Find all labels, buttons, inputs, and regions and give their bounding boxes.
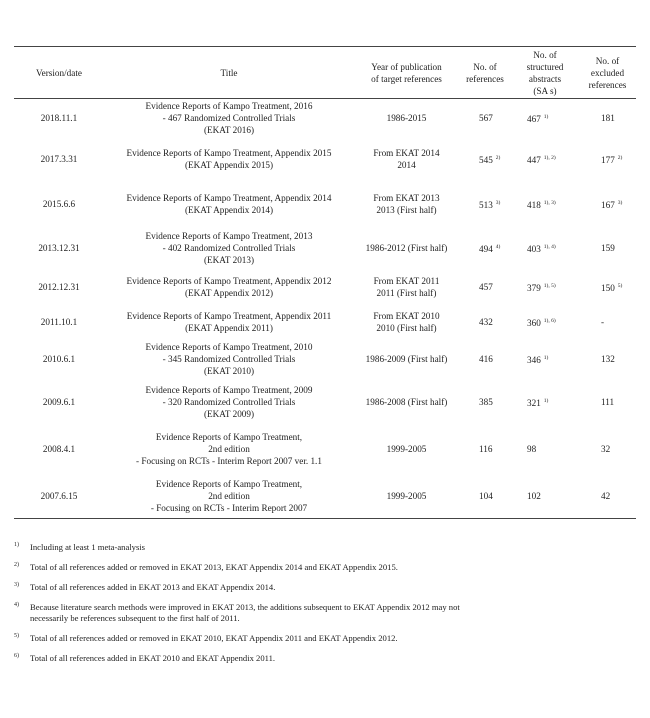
title-line: 2nd edition [208, 443, 250, 454]
cell-year [354, 226, 459, 270]
table-body [14, 99, 636, 519]
cell-excluded [579, 99, 636, 137]
cell-structured-abstracts [511, 226, 579, 270]
title-line: - 467 Randomized Controlled Trials [162, 112, 296, 123]
footnote-mark: 1), 5) [543, 283, 556, 289]
footnote-mark: 1), 6) [543, 317, 556, 324]
header-sa: No. of structured abstracts (SA s) [526, 49, 564, 96]
title-line: Evidence Reports of Kampo Treatment, 2009 [145, 384, 313, 395]
year-line: 1999-2005 [386, 443, 427, 454]
cell-year [354, 380, 459, 424]
footnote-mark: 5) [617, 283, 623, 289]
table-row [14, 182, 636, 226]
cell-excluded-value: 111 [601, 396, 615, 407]
cell-structured-abstracts-value: 360 [527, 317, 541, 328]
cell-title [104, 474, 354, 519]
footnote-text: Total of all references added in EKAT 2010 and EKAT Appendix 2011. [30, 653, 276, 663]
cell-version-date: 2007.6.15 [40, 490, 78, 501]
footnote [14, 653, 636, 664]
cell-structured-abstracts-value: 418 [527, 199, 541, 210]
cell-year [354, 99, 459, 137]
cell-year [354, 424, 459, 474]
cell-version-date: 2018.11.1 [40, 112, 78, 123]
footnote-mark: 3) [617, 199, 623, 206]
cell-version-date: 2009.6.1 [42, 396, 76, 407]
title-line: (EKAT 2009) [203, 408, 255, 419]
cell-title [104, 380, 354, 424]
footnote [14, 542, 636, 553]
footnote-mark: 1), 4) [543, 243, 556, 250]
title-line: (EKAT 2013) [203, 254, 255, 265]
cell-excluded-value: 42 [601, 490, 611, 501]
footnote-number: 6) [14, 653, 19, 659]
cell-title [104, 339, 354, 380]
title-line: Evidence Reports of Kampo Treatment, 2016 [145, 100, 313, 111]
table-row [14, 270, 636, 305]
cell-structured-abstracts [511, 99, 579, 137]
cell-structured-abstracts [511, 339, 579, 380]
cell-references [459, 182, 511, 226]
cell-excluded [579, 137, 636, 182]
header-title: Title [220, 67, 238, 78]
title-line: (EKAT Appendix 2012) [184, 288, 274, 298]
footnote-text: necessarily be references subsequent to the first half of 2011. [30, 613, 240, 623]
cell-references [459, 380, 511, 424]
cell-title [104, 137, 354, 182]
footnote-mark: 4) [495, 243, 501, 250]
year-line: 1986-2015 [386, 112, 427, 123]
cell-title [104, 226, 354, 270]
cell-year [354, 339, 459, 380]
title-line: - Focusing on RCTs - Interim Report 2007 ver. 1.1 [136, 455, 322, 466]
cell-structured-abstracts [511, 270, 579, 305]
title-line: (EKAT Appendix 2015) [184, 160, 274, 170]
cell-excluded [579, 270, 636, 305]
cell-structured-abstracts-value: 346 [527, 355, 541, 365]
cell-version-date: 2013.12.31 [38, 242, 80, 253]
year-line: From EKAT 2013 [373, 192, 440, 203]
cell-version-date: 2011.10.1 [40, 316, 78, 327]
year-line: 2013 (First half) [376, 204, 437, 215]
table-row [14, 305, 636, 339]
cell-excluded [579, 305, 636, 339]
title-line: (EKAT 2010) [203, 366, 255, 376]
cell-structured-abstracts [511, 182, 579, 226]
cell-references-value: 432 [479, 316, 493, 327]
year-line: 2010 (First half) [376, 322, 437, 333]
cell-title [104, 270, 354, 305]
cell-excluded-value: 32 [601, 443, 611, 454]
cell-title [104, 182, 354, 226]
title-line: - 320 Randomized Controlled Trials [162, 396, 296, 407]
footnote-mark: 2) [617, 155, 623, 161]
footnote [14, 602, 636, 624]
year-line: 1999-2005 [386, 490, 427, 501]
footnote-text: Total of all references added or removed in EKAT 2010, EKAT Appendix 2011 and EKAT Appendix 2012. [30, 633, 398, 643]
cell-structured-abstracts-value: 467 [527, 113, 541, 124]
cell-references [459, 339, 511, 380]
table-row [14, 380, 636, 424]
title-line: - 402 Randomized Controlled Trials [162, 242, 296, 253]
cell-structured-abstracts [511, 474, 579, 519]
table-row [14, 424, 636, 474]
cell-year [354, 474, 459, 519]
cell-references [459, 137, 511, 182]
footnote-mark: 3) [495, 199, 501, 206]
cell-excluded-value: 177 [601, 155, 615, 165]
title-line: Evidence Reports of Kampo Treatment, Appendix 2011 [126, 310, 332, 321]
cell-structured-abstracts-value: 379 [527, 283, 541, 293]
footnote-mark: 1), 3) [543, 199, 556, 206]
cell-excluded-value: 181 [601, 112, 615, 123]
year-line: From EKAT 2011 [373, 276, 440, 286]
cell-excluded-value: 150 [601, 283, 615, 293]
cell-title [104, 99, 354, 137]
footnote-number: 2) [14, 562, 19, 568]
cell-version-date: 2015.6.6 [42, 198, 76, 209]
footnote [14, 562, 636, 573]
cell-references-value: 385 [479, 396, 493, 407]
cell-excluded-value: 167 [601, 199, 615, 210]
cell-excluded [579, 380, 636, 424]
title-line: 2nd edition [208, 490, 250, 501]
cell-year [354, 182, 459, 226]
title-line: Evidence Reports of Kampo Treatment, 2013 [145, 230, 313, 241]
title-line: Evidence Reports of Kampo Treatment, [155, 478, 303, 489]
title-line: (EKAT Appendix 2014) [184, 204, 274, 215]
cell-excluded-value: 132 [601, 354, 615, 364]
cell-structured-abstracts [511, 380, 579, 424]
cell-excluded [579, 226, 636, 270]
cell-year [354, 305, 459, 339]
year-line: From EKAT 2010 [373, 310, 440, 321]
cell-references-value: 104 [479, 490, 493, 501]
cell-structured-abstracts-value: 321 [527, 397, 541, 408]
title-line: (EKAT Appendix 2011) [185, 322, 273, 333]
cell-references-value: 513 [479, 199, 493, 210]
header-excluded: No. of excluded references [588, 55, 627, 90]
cell-structured-abstracts [511, 424, 579, 474]
title-line: Evidence Reports of Kampo Treatment, 2010 [145, 342, 313, 352]
cell-version-date: 2012.12.31 [38, 282, 80, 292]
cell-references-value: 567 [479, 112, 493, 123]
cell-structured-abstracts [511, 137, 579, 182]
footnote-number: 4) [14, 602, 19, 608]
cell-references-value: 545 [479, 155, 493, 165]
year-line: 1986-2012 (First half) [365, 242, 448, 253]
cell-references-value: 457 [479, 282, 493, 292]
footnote-number: 3) [14, 582, 19, 588]
year-line: 1986-2009 (First half) [365, 354, 448, 364]
cell-excluded [579, 474, 636, 519]
footnote-text: Because literature search methods were improved in EKAT 2013, the additions subsequent to EKAT Appendix 2012 may not [30, 602, 460, 612]
header-year: Year of publication of target references [371, 61, 442, 84]
title-line: (EKAT 2016) [203, 124, 255, 135]
footnotes [14, 542, 636, 664]
footnote-mark: 1) [543, 113, 549, 120]
cell-version-date: 2017.3.31 [40, 154, 78, 164]
cell-references [459, 474, 511, 519]
cell-structured-abstracts-value: 447 [527, 155, 541, 165]
footnote-mark: 1), 2) [543, 155, 556, 161]
table-row [14, 99, 636, 137]
title-line: Evidence Reports of Kampo Treatment, [155, 431, 303, 442]
cell-excluded [579, 424, 636, 474]
table-row [14, 339, 636, 380]
table-row [14, 474, 636, 519]
cell-references [459, 99, 511, 137]
footnote-text: Total of all references added in EKAT 2013 and EKAT Appendix 2014. [30, 582, 276, 592]
cell-references-value: 416 [479, 354, 493, 364]
cell-version-date: 2010.6.1 [42, 354, 76, 364]
cell-references [459, 305, 511, 339]
title-line: - Focusing on RCTs - Interim Report 2007 [150, 502, 308, 513]
cell-excluded [579, 339, 636, 380]
footnote-mark: 2) [495, 155, 501, 161]
cell-references-value: 494 [479, 243, 493, 254]
title-line: - 345 Randomized Controlled Trials [162, 354, 296, 364]
footnote-mark: 1) [543, 355, 549, 361]
cell-structured-abstracts [511, 305, 579, 339]
cell-excluded-value: 159 [601, 242, 615, 253]
cell-excluded-value: - [601, 316, 605, 327]
year-line: 2011 (First half) [376, 288, 437, 298]
footnote-text: Total of all references added or removed in EKAT 2013, EKAT Appendix 2014 and EKAT Appendix 2015. [30, 562, 398, 572]
cell-references [459, 226, 511, 270]
title-line: Evidence Reports of Kampo Treatment, Appendix 2014 [126, 192, 332, 203]
footnote [14, 633, 636, 644]
cell-structured-abstracts-value: 403 [527, 243, 541, 254]
year-line: From EKAT 2014 [373, 148, 440, 158]
footnote-number: 1) [14, 542, 19, 548]
cell-references [459, 270, 511, 305]
cell-references-value: 116 [479, 443, 493, 454]
year-line: 2014 [397, 160, 416, 170]
cell-title [104, 305, 354, 339]
cell-excluded [579, 182, 636, 226]
footnote-number: 5) [14, 633, 19, 639]
cell-title [104, 424, 354, 474]
footnote-text: Including at least 1 meta-analysis [30, 542, 146, 552]
footnote [14, 582, 636, 593]
footnote-mark: 1) [543, 397, 549, 404]
cell-year [354, 137, 459, 182]
table-row [14, 226, 636, 270]
header-refs: No. of references [466, 61, 504, 84]
year-line: 1986-2008 (First half) [365, 396, 448, 407]
ekat-versions-table [14, 46, 636, 519]
header-version: Version/date [36, 67, 82, 78]
title-line: Evidence Reports of Kampo Treatment, Appendix 2012 [126, 276, 332, 286]
title-line: Evidence Reports of Kampo Treatment, Appendix 2015 [126, 148, 332, 158]
table-row [14, 137, 636, 182]
cell-year [354, 270, 459, 305]
cell-references [459, 424, 511, 474]
cell-structured-abstracts-value: 98 [527, 443, 537, 454]
cell-version-date: 2008.4.1 [42, 443, 76, 454]
table-header [14, 47, 636, 99]
cell-structured-abstracts-value: 102 [527, 490, 541, 501]
